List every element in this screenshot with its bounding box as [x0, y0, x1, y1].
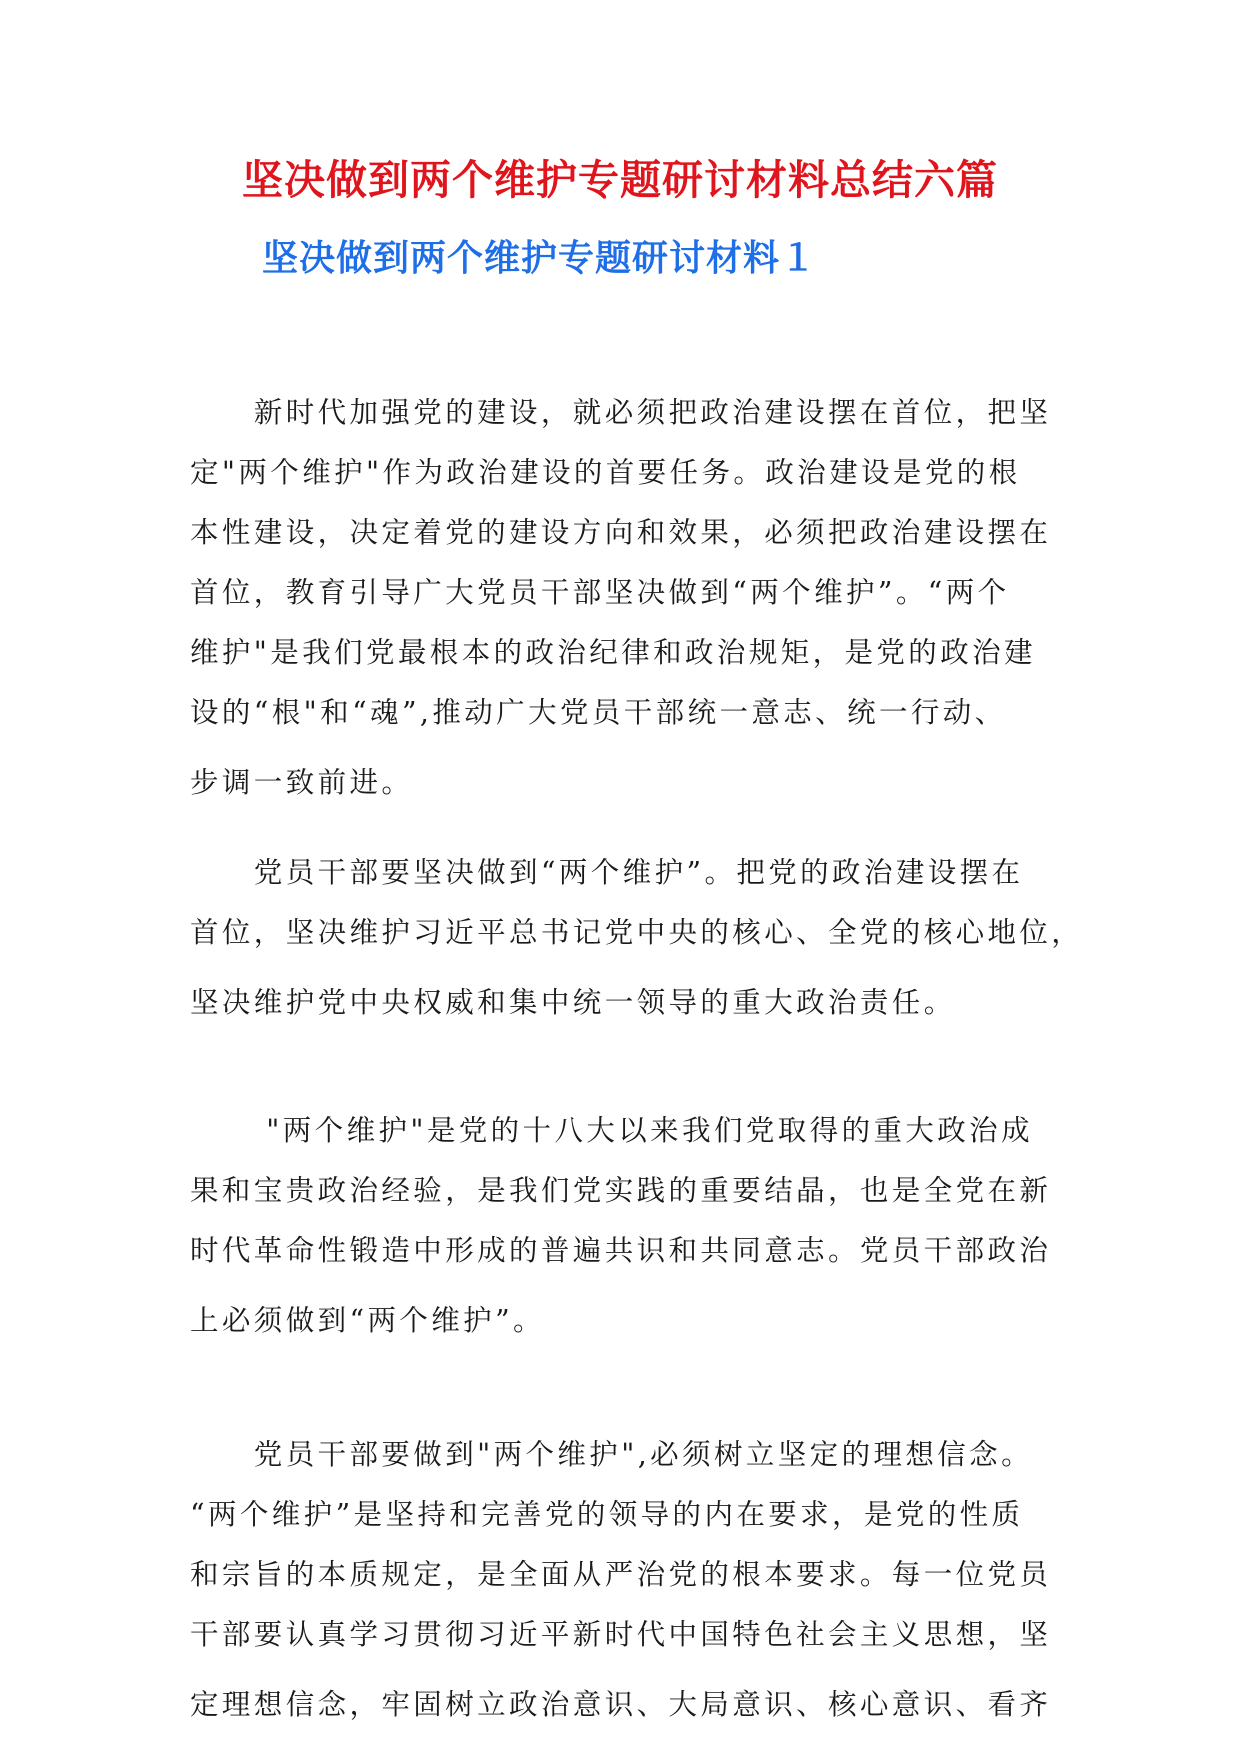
paragraph-2 — [190, 843, 1084, 1033]
paragraph-line: 本性建设，决定着党的建设方向和效果，必须把政治建设摆在 — [190, 516, 1052, 549]
paragraph-line: 定"两个维护"作为政治建设的首要任务。政治建设是党的根 — [190, 456, 1021, 489]
document-main-title: 坚决做到两个维护专题研讨材料总结六篇 — [242, 156, 998, 204]
section-title: 坚决做到两个维护专题研讨材料１ — [262, 237, 818, 279]
paragraph-line: 首位，教育引导广大党员干部坚决做到“两个维护”。“两个 — [190, 576, 1010, 609]
paragraph-4 — [190, 1425, 1070, 1735]
paragraph-line: 时代革命性锻造中形成的普遍共识和共同意志。党员干部政治 — [190, 1234, 1052, 1267]
paragraph-1 — [190, 383, 1070, 813]
paragraph-line: 和宗旨的本质规定，是全面从严治党的根本要求。每一位党员 — [190, 1558, 1052, 1591]
paragraph-line: 党员干部要坚决做到“两个维护”。把党的政治建设摆在 — [190, 856, 1024, 889]
paragraph-line: 坚决维护党中央权威和集中统一领导的重大政治责任。 — [190, 986, 956, 1019]
paragraph-line: 步调一致前进。 — [190, 766, 414, 799]
paragraph-line: 上必须做到“两个维护”。 — [190, 1304, 545, 1337]
paragraph-line: 新时代加强党的建设，就必须把政治建设摆在首位，把坚 — [190, 396, 1052, 429]
paragraph-line: 果和宝贵政治经验，是我们党实践的重要结晶，也是全党在新 — [190, 1174, 1052, 1207]
paragraph-line: "两个维护"是党的十八大以来我们党取得的重大政治成 — [190, 1114, 1033, 1147]
paragraph-line: 设的“根"和“魂”,推动广大党员干部统一意志、统一行动、 — [190, 696, 1007, 729]
paragraph-line: 维护"是我们党最根本的政治纪律和政治规矩，是党的政治建 — [190, 636, 1036, 669]
paragraph-line: 定理想信念，牢固树立政治意识、大局意识、核心意识、看齐 — [190, 1688, 1052, 1721]
paragraph-line: 干部要认真学习贯彻习近平新时代中国特色社会主义思想，坚 — [190, 1618, 1052, 1651]
paragraph-line: 党员干部要做到"两个维护",必须树立坚定的理想信念。 — [190, 1438, 1033, 1471]
paragraph-3 — [190, 1101, 1070, 1351]
paragraph-line: 首位，坚决维护习近平总书记党中央的核心、全党的核心地位， — [190, 916, 1084, 949]
paragraph-line: “两个维护”是坚持和完善党的领导的内在要求，是党的性质 — [190, 1498, 1024, 1531]
